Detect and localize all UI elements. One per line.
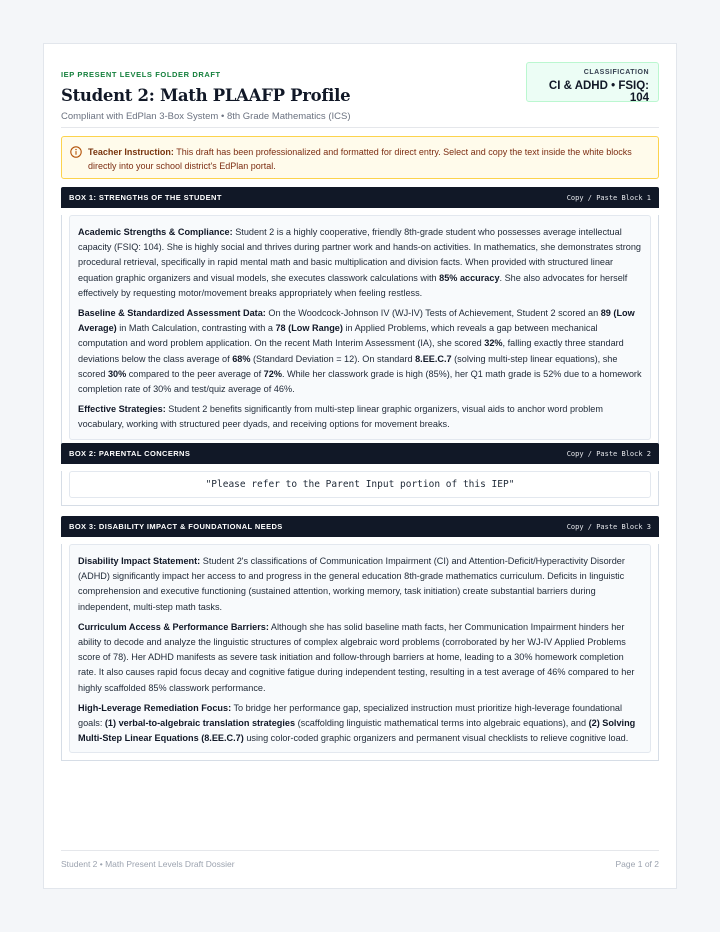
text-run: Although she has solid baseline math facts, her Communication Impairment hinders her ability to decode and analyze the linguistic structures of complex algebraic word problems (corroborated by her WJ-IV Applied Problems score of 78). Her ADHD manifests as severe task initiation and follow-through barriers at home, leading to a 30% homework completion rate. It also causes rapid focus decay and cognitive fatigue during independent testing, resulting in a test average of 46% compared to her highly scaffolded 85% classwork performance. [78, 621, 635, 693]
notice-text: This draft has been professionalized and formatted for direct entry. Select and copy the text inside the white blocks directly into your school district's EdPlan portal. [88, 147, 632, 171]
box-3-paragraph [78, 620, 642, 696]
box-2-body [61, 471, 659, 506]
footer-document-name: Student 2 • Math Present Levels Draft Dossier [61, 859, 235, 869]
bold-text: 85% accuracy [439, 272, 500, 283]
text-run: compared to the peer average of [126, 368, 264, 379]
header-divider [61, 127, 659, 128]
box-3-body [61, 544, 659, 761]
text-run: Student 2 is a highly cooperative, friendly 8th-grade student who possesses average intellectual capacity (FSIQ: 104). She is highly social and thrives during partner work and hands-on activities. In mathematics, she demonstrates strong procedural retrieval, specifically in rapid mental math and basic multiplication and division facts. When provided with structured linear equation graphic organizers and visual models, she executes classwork calculations with [78, 227, 641, 283]
text-run: using color-coded graphic organizers and permanent visual checklists to relieve cognitive load. [243, 733, 629, 744]
text-run: , falling exactly three standard deviations below the class average of [78, 338, 624, 364]
box-2-heading: BOX 2: PARENTAL CONCERNS [69, 449, 191, 458]
box-1-strengths [61, 187, 659, 448]
box-2-copy-label[interactable]: Copy / Paste Block 2 [566, 449, 651, 458]
box-2-copy-block[interactable]: "Please refer to the Parent Input portion of this IEP" [69, 471, 651, 498]
info-icon [70, 146, 82, 158]
bold-text: 68% [232, 353, 251, 364]
bold-text: 89 (Low Average) [78, 308, 635, 334]
box-1-body [61, 215, 659, 448]
box-3-header [61, 516, 659, 537]
text-run: Student 2 benefits significantly from multi-step linear graphic organizers, visual aids to anchor word problem vocabulary, working with structured peer dyads, and receiving options for movement breaks. [78, 404, 603, 430]
text-run: in Math Calculation, contrasting with a [116, 323, 276, 334]
bold-text: Disability Impact Statement: [78, 556, 201, 566]
bold-text: 32% [484, 338, 503, 349]
footer-page-number: Page 1 of 2 [615, 859, 659, 869]
bold-text: Academic Strengths & Compliance: [78, 227, 233, 237]
eyebrow-label: IEP PRESENT LEVELS FOLDER DRAFT [61, 70, 221, 79]
document-page [43, 43, 677, 889]
text-run: (scaffolding linguistic mathematical terms into algebraic equations), and [295, 718, 589, 729]
text-run: . While her classwork grade is high (85%), her Q1 math grade is 52% due to a homework completion rate of 30% and test/quiz average of 46%. [78, 368, 642, 395]
box-1-heading: BOX 1: STRENGTHS OF THE STUDENT [69, 193, 222, 202]
bold-text: High-Leverage Remediation Focus: [78, 702, 232, 713]
box-2-parental-concerns [61, 443, 659, 506]
text-run: (Standard Deviation = 12). On standard [250, 353, 416, 364]
classification-label: CLASSIFICATION [583, 69, 649, 76]
bold-text: (1) verbal-to-algebraic translation strategies [104, 718, 296, 729]
notice-label: Teacher Instruction: [88, 147, 174, 157]
bold-text: 30% [107, 368, 127, 379]
box-3-paragraph [78, 701, 642, 747]
box-3-heading: BOX 3: DISABILITY IMPACT & FOUNDATIONAL NEEDS [69, 522, 283, 531]
classification-badge [526, 62, 659, 102]
box-1-copy-block[interactable] [69, 215, 651, 440]
classification-value: CI & ADHD • FSIQ: 104 [548, 80, 649, 104]
bold-text: Effective Strategies: [78, 404, 166, 415]
bold-text: 72% [263, 368, 282, 379]
page-title: Student 2: Math PLAAFP Profile [61, 86, 351, 105]
text-run: in Applied Problems, which reveals a gap between mechanical computation and word problem application. On the recent Math Interim Assessment (IA), she scored [78, 323, 598, 349]
box-3-copy-label[interactable]: Copy / Paste Block 3 [566, 522, 651, 531]
text-run: To bridge her performance gap, specialized instruction must prioritize high-leverage foundational goals: [78, 702, 623, 729]
text-run: Student 2's classifications of Communication Impairment (CI) and Attention-Deficit/Hyperactivity Disorder (ADHD) significantly impact her access to and progress in the general education 8th-grade mathematics curriculum. Deficits in linguistic comprehension and executive functioning (sustained attention, working memory, task initiation) create substantial barriers during independent, multi-step math tasks. [78, 556, 625, 612]
box-1-copy-label[interactable]: Copy / Paste Block 1 [566, 193, 651, 202]
bold-text: Curriculum Access & Performance Barriers: [78, 621, 269, 632]
box-2-header [61, 443, 659, 464]
text-run: On the Woodcock-Johnson IV (WJ-IV) Tests of Achievement, Student 2 scored an [265, 308, 601, 319]
bold-text: 78 (Low Range) [275, 323, 343, 334]
box-1-header [61, 187, 659, 208]
box-3-copy-block[interactable] [69, 544, 651, 753]
bold-text: 8.EE.C.7 [415, 353, 452, 364]
text-run: (solving multi-step linear equations), she scored [78, 353, 618, 379]
box-3-paragraph [78, 554, 642, 615]
box-1-paragraph [78, 225, 642, 301]
box-3-disability-impact [61, 516, 659, 761]
page-subtitle: Compliant with EdPlan 3-Box System • 8th Grade Mathematics (ICS) [61, 111, 351, 122]
box-1-paragraph [78, 306, 642, 397]
box-1-paragraph [78, 402, 642, 432]
footer-divider [61, 850, 659, 851]
bold-text: (2) Solving Multi-Step Linear Equations (8.EE.C.7) [78, 718, 636, 744]
teacher-instruction-notice [61, 136, 659, 179]
bold-text: Baseline & Standardized Assessment Data: [78, 308, 266, 319]
text-run: . She also advocates for herself effectively by requesting motor/movement breaks appropriately when feeling restless. [78, 272, 628, 298]
